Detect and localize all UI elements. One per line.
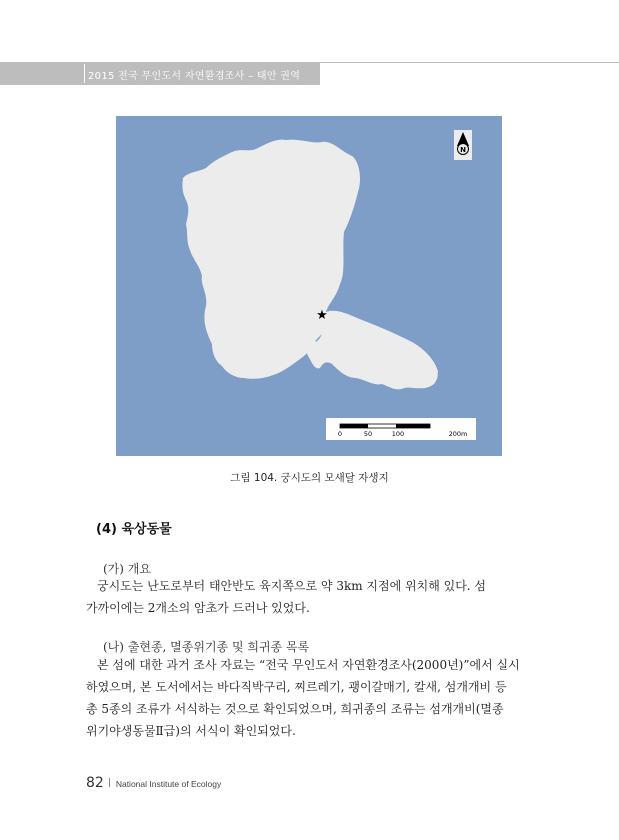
species-heading: (나) 출현종, 멸종위기종 및 희귀종 목록 <box>103 640 310 654</box>
scale-label-100: 100 <box>391 430 405 438</box>
scale-label-50: 50 <box>363 430 373 438</box>
scale-label-200m: 200m <box>448 430 468 438</box>
species-line: 위기야생동물Ⅱ급)의 서식이 확인되었다. <box>86 724 296 738</box>
page-footer <box>86 772 221 791</box>
island-map <box>116 116 502 456</box>
species-line: 하였으며, 본 도서에서는 바다직박구리, 찌르레기, 괭이갈매기, 칼새, 섬개개비 등 <box>86 680 507 694</box>
overview-heading: (가) 개요 <box>103 562 151 576</box>
species-paragraph <box>86 654 532 742</box>
header-rule <box>320 62 619 63</box>
header-divider <box>84 64 85 83</box>
overview-line: 궁시도는 난도로부터 태안반도 육지쪽으로 약 3km 지점에 위치해 있다. 섬 <box>97 579 487 593</box>
scale-label-0: 0 <box>337 430 343 438</box>
page-number: 82 <box>86 775 104 791</box>
footer-divider <box>109 778 110 787</box>
species-line: 총 5종의 조류가 서식하는 것으로 확인되었으며, 희귀종의 조류는 섬개개비(멸종 <box>86 702 504 716</box>
scale-bar <box>326 418 476 440</box>
north-label: N <box>460 146 466 154</box>
locality-star-icon: ★ <box>316 308 328 323</box>
footer-organization: National Institute of Ecology <box>115 779 222 789</box>
running-header: 2015 전국 무인도서 자연환경조사 – 태안 권역 <box>88 71 301 82</box>
figure-caption: 그림 104. 궁시도의 모새달 자생지 <box>230 472 389 484</box>
island-map-drawing <box>116 116 502 456</box>
overview-paragraph <box>86 575 532 619</box>
species-line: 본 섬에 대한 과거 조사 자료는 “전국 무인도서 자연환경조사(2000년)”에서 실시 <box>97 658 520 672</box>
section-heading: (4) 육상동물 <box>96 522 172 537</box>
north-arrow <box>454 130 472 160</box>
overview-line: 가까이에는 2개소의 암초가 드러나 있었다. <box>86 601 310 615</box>
